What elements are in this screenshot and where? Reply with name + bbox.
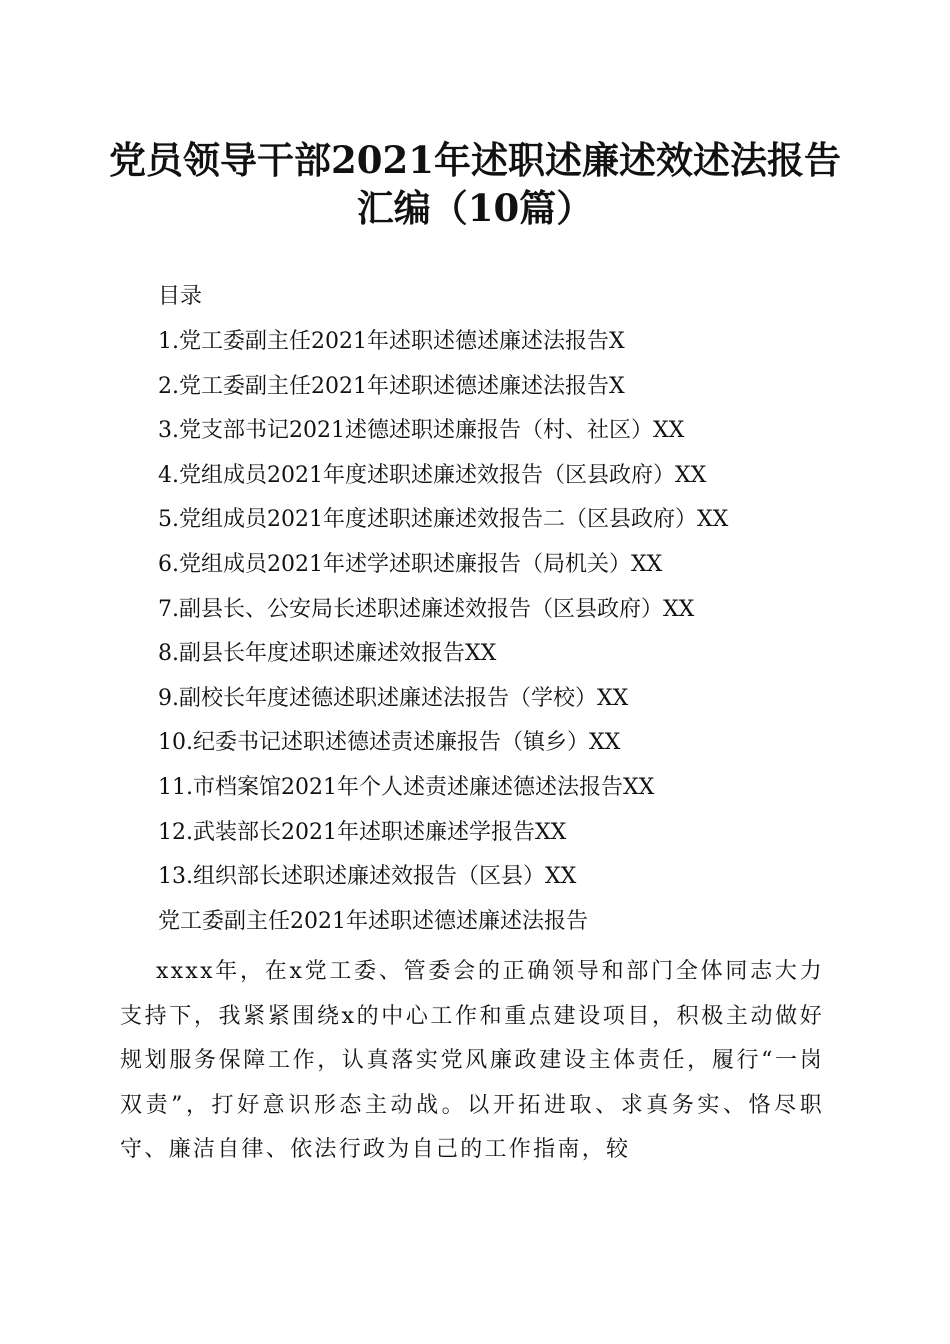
body-paragraph: xxxx年，在x党工委、管委会的正确领导和部门全体同志大力支持下，我紧紧围绕x的中心工作和重点建设项目，积极主动做好规划服务保障工作，认真落实党风廉政建设主体责任，履行“一岗双责”，打好意识形态主动战。以开拓进取、求真务实、恪尽职守、廉洁自律、依法行政为自己的工作指南，较 bbox=[120, 959, 824, 1163]
toc-item: 3.党支部书记2021述德述职述廉报告（村、社区）XX bbox=[158, 418, 685, 444]
toc-item: 6.党组成员2021年述学述职述廉报告（局机关）XX bbox=[158, 551, 663, 577]
toc-item: 10.纪委书记述职述德述责述廉报告（镇乡）XX bbox=[158, 730, 621, 756]
toc-item: 1.党工委副主任2021年述职述德述廉述法报告X bbox=[158, 329, 625, 354]
toc-heading: 目录 bbox=[158, 284, 203, 309]
table-of-contents bbox=[158, 325, 728, 905]
toc-item: 13.组织部长述职述廉述效报告（区县）XX bbox=[158, 864, 577, 890]
toc-item: 9.副校长年度述德述职述廉述法报告（学校）XX bbox=[158, 685, 629, 711]
toc-item: 5.党组成员2021年度述职述廉述效报告二（区县政府）XX bbox=[158, 507, 729, 533]
toc-item: 12.武装部长2021年述职述廉述学报告XX bbox=[158, 819, 567, 845]
section-title: 党工委副主任2021年述职述德述廉述法报告 bbox=[158, 909, 588, 934]
toc-item: 11.市档案馆2021年个人述责述廉述德述法报告XX bbox=[158, 774, 655, 800]
toc-item: 7.副县长、公安局长述职述廉述效报告（区县政府）XX bbox=[158, 596, 695, 622]
toc-item: 2.党工委副主任2021年述职述德述廉述法报告X bbox=[158, 373, 625, 399]
toc-item: 8.副县长年度述职述廉述效报告XX bbox=[158, 641, 497, 667]
document-title-line-2: 汇编（10篇） bbox=[356, 186, 594, 230]
toc-item: 4.党组成员2021年度述职述廉述效报告（区县政府）XX bbox=[158, 462, 707, 488]
document-title-line-1: 党员领导干部2021年述职述廉述效述法报告 bbox=[109, 138, 841, 182]
